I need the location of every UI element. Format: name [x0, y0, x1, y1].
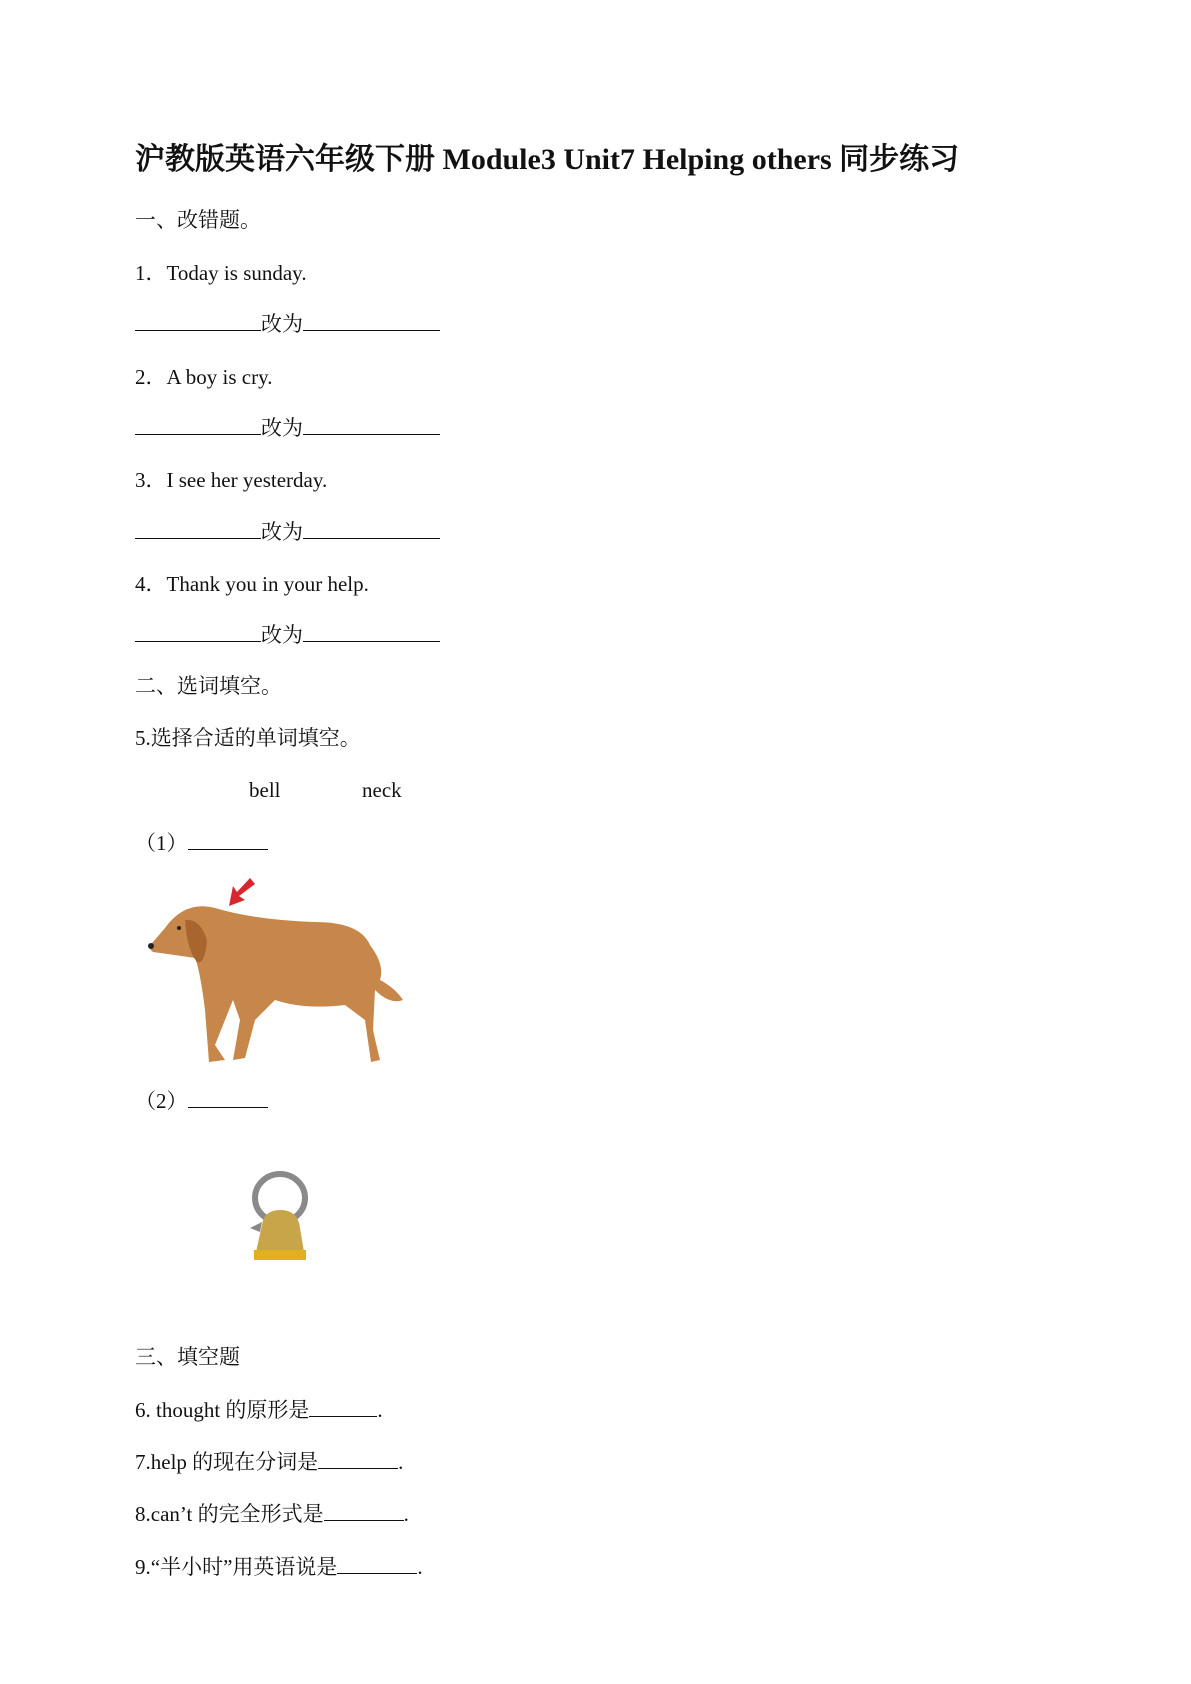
- change-label: 改为: [261, 623, 303, 647]
- question-suffix: .: [377, 1398, 383, 1422]
- answer-line-2: [135, 414, 440, 441]
- blank[interactable]: [303, 414, 440, 435]
- answer-line-4: [135, 621, 440, 648]
- word-neck: neck: [362, 778, 402, 802]
- blank[interactable]: [135, 310, 261, 331]
- section3-heading: 三、填空题: [135, 1345, 240, 1369]
- question-text: 9.“半小时”用英语说是: [135, 1555, 338, 1579]
- change-label: 改为: [261, 416, 303, 440]
- page-title: 沪教版英语六年级下册 Module3 Unit7 Helping others 同步练习: [135, 143, 960, 176]
- blank[interactable]: [318, 1448, 398, 1469]
- blank[interactable]: [303, 310, 440, 331]
- question-7: [135, 1448, 403, 1475]
- blank[interactable]: [135, 414, 261, 435]
- question-text: 6. thought 的原形是: [135, 1398, 310, 1422]
- question-8: [135, 1500, 409, 1527]
- blank[interactable]: [303, 621, 440, 642]
- question-text: 8.can’t 的完全形式是: [135, 1502, 324, 1526]
- question-suffix: .: [403, 1502, 409, 1526]
- blank[interactable]: [135, 518, 261, 539]
- blank[interactable]: [135, 621, 261, 642]
- item-number: （1）: [135, 831, 188, 855]
- section1-heading: 一、改错题。: [135, 208, 261, 232]
- question-text: 7.help 的现在分词是: [135, 1450, 319, 1474]
- change-label: 改为: [261, 312, 303, 336]
- question-suffix: .: [398, 1450, 404, 1474]
- question-9: [135, 1553, 423, 1580]
- question-suffix: .: [417, 1555, 423, 1579]
- answer-line-3: [135, 518, 440, 545]
- blank[interactable]: [337, 1553, 417, 1574]
- answer-line-1: [135, 310, 440, 337]
- question-3: 3．I see her yesterday.: [135, 468, 328, 492]
- blank[interactable]: [303, 518, 440, 539]
- item-2: [135, 1087, 268, 1114]
- question-6: [135, 1396, 383, 1423]
- question-5: 5.选择合适的单词填空。: [135, 726, 361, 750]
- word-bell: bell: [249, 778, 281, 802]
- blank[interactable]: [324, 1500, 404, 1521]
- blank[interactable]: [188, 1087, 268, 1108]
- change-label: 改为: [261, 520, 303, 544]
- item-number: （2）: [135, 1089, 188, 1113]
- question-2: 2．A boy is cry.: [135, 365, 273, 389]
- blank[interactable]: [309, 1396, 377, 1417]
- item-1: [135, 829, 268, 856]
- blank[interactable]: [188, 829, 268, 850]
- question-1: 1．Today is sunday.: [135, 261, 307, 285]
- bell-image: [240, 1170, 330, 1270]
- question-4: 4．Thank you in your help.: [135, 572, 369, 596]
- dog-image: [145, 870, 435, 1075]
- section2-heading: 二、选词填空。: [135, 674, 282, 698]
